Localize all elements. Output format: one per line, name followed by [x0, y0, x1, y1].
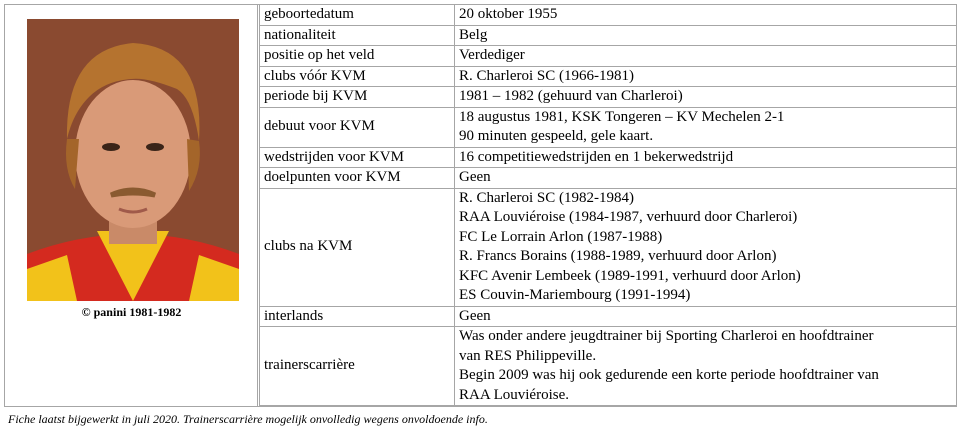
table-row — [260, 147, 958, 168]
table-row — [260, 25, 958, 46]
row-value — [455, 25, 958, 46]
value-line: Begin 2009 was hij ook gedurende een korte periode hoofdtrainer van — [459, 367, 879, 383]
value-line: R. Charleroi SC (1982-1984) — [459, 189, 634, 206]
photo-cell — [5, 5, 258, 406]
row-value — [455, 5, 958, 25]
row-value — [455, 46, 958, 67]
value-line: RAA Louviéroise (1984-1987, verhuurd door Charleroi) — [459, 209, 798, 225]
table-row — [260, 168, 958, 189]
value-line: 1981 – 1982 (gehuurd van Charleroi) — [459, 88, 683, 104]
row-label: clubs na KVM — [260, 188, 455, 306]
value-line: 16 competitiewedstrijden en 1 bekerwedstrijd — [459, 148, 734, 165]
value-line: van RES Philippeville. — [459, 347, 597, 364]
table-row — [260, 188, 958, 306]
value-line: Verdediger — [459, 47, 525, 63]
row-label: doelpunten voor KVM — [260, 168, 455, 189]
value-line: R. Francs Borains (1988-1989, verhuurd door Arlon) — [459, 248, 777, 264]
value-line: KFC Avenir Lembeek (1989-1991, verhuurd door Arlon) — [459, 267, 801, 284]
row-label: wedstrijden voor KVM — [260, 147, 455, 168]
value-line: 90 minuten gespeeld, gele kaart. — [459, 128, 654, 144]
row-label: debuut voor KVM — [260, 107, 455, 147]
player-portrait-illustration — [27, 19, 239, 301]
value-line: 20 oktober 1955 — [459, 6, 558, 22]
row-label: clubs vóór KVM — [260, 66, 455, 87]
value-line: FC Le Lorrain Arlon (1987-1988) — [459, 228, 663, 245]
row-label: periode bij KVM — [260, 87, 455, 108]
table-row — [260, 66, 958, 87]
row-value — [455, 306, 958, 327]
player-info-table — [259, 5, 957, 406]
footnote: Fiche laatst bijgewerkt in juli 2020. Trainerscarrière mogelijk onvolledig wegens onvoldoende info. — [8, 412, 488, 426]
table-row — [260, 327, 958, 406]
table-row — [260, 306, 958, 327]
value-line: Belg — [459, 26, 488, 43]
row-value — [455, 327, 958, 406]
table-row — [260, 107, 958, 147]
row-value — [455, 168, 958, 189]
row-value — [455, 87, 958, 108]
row-label: interlands — [260, 306, 455, 327]
value-line: 18 augustus 1981, KSK Tongeren – KV Mechelen 2-1 — [459, 108, 785, 125]
table-row — [260, 5, 958, 25]
value-line: Was onder andere jeugdtrainer bij Sporting Charleroi en hoofdtrainer — [459, 328, 874, 344]
value-line: Geen — [459, 307, 491, 324]
table-row — [260, 87, 958, 108]
row-label: trainerscarrière — [260, 327, 455, 406]
value-line: Geen — [459, 169, 491, 185]
row-value — [455, 107, 958, 147]
row-label: nationaliteit — [260, 25, 455, 46]
player-photo — [27, 19, 239, 301]
row-value — [455, 188, 958, 306]
row-label: positie op het veld — [260, 46, 455, 67]
table-row — [260, 46, 958, 67]
row-label: geboortedatum — [260, 5, 455, 25]
row-value — [455, 66, 958, 87]
row-value — [455, 147, 958, 168]
value-line: R. Charleroi SC (1966-1981) — [459, 67, 634, 84]
value-line: RAA Louviéroise. — [459, 386, 569, 403]
player-sheet — [4, 4, 957, 407]
value-line: ES Couvin-Mariembourg (1991-1994) — [459, 287, 691, 303]
photo-caption: © panini 1981-1982 — [81, 305, 182, 319]
